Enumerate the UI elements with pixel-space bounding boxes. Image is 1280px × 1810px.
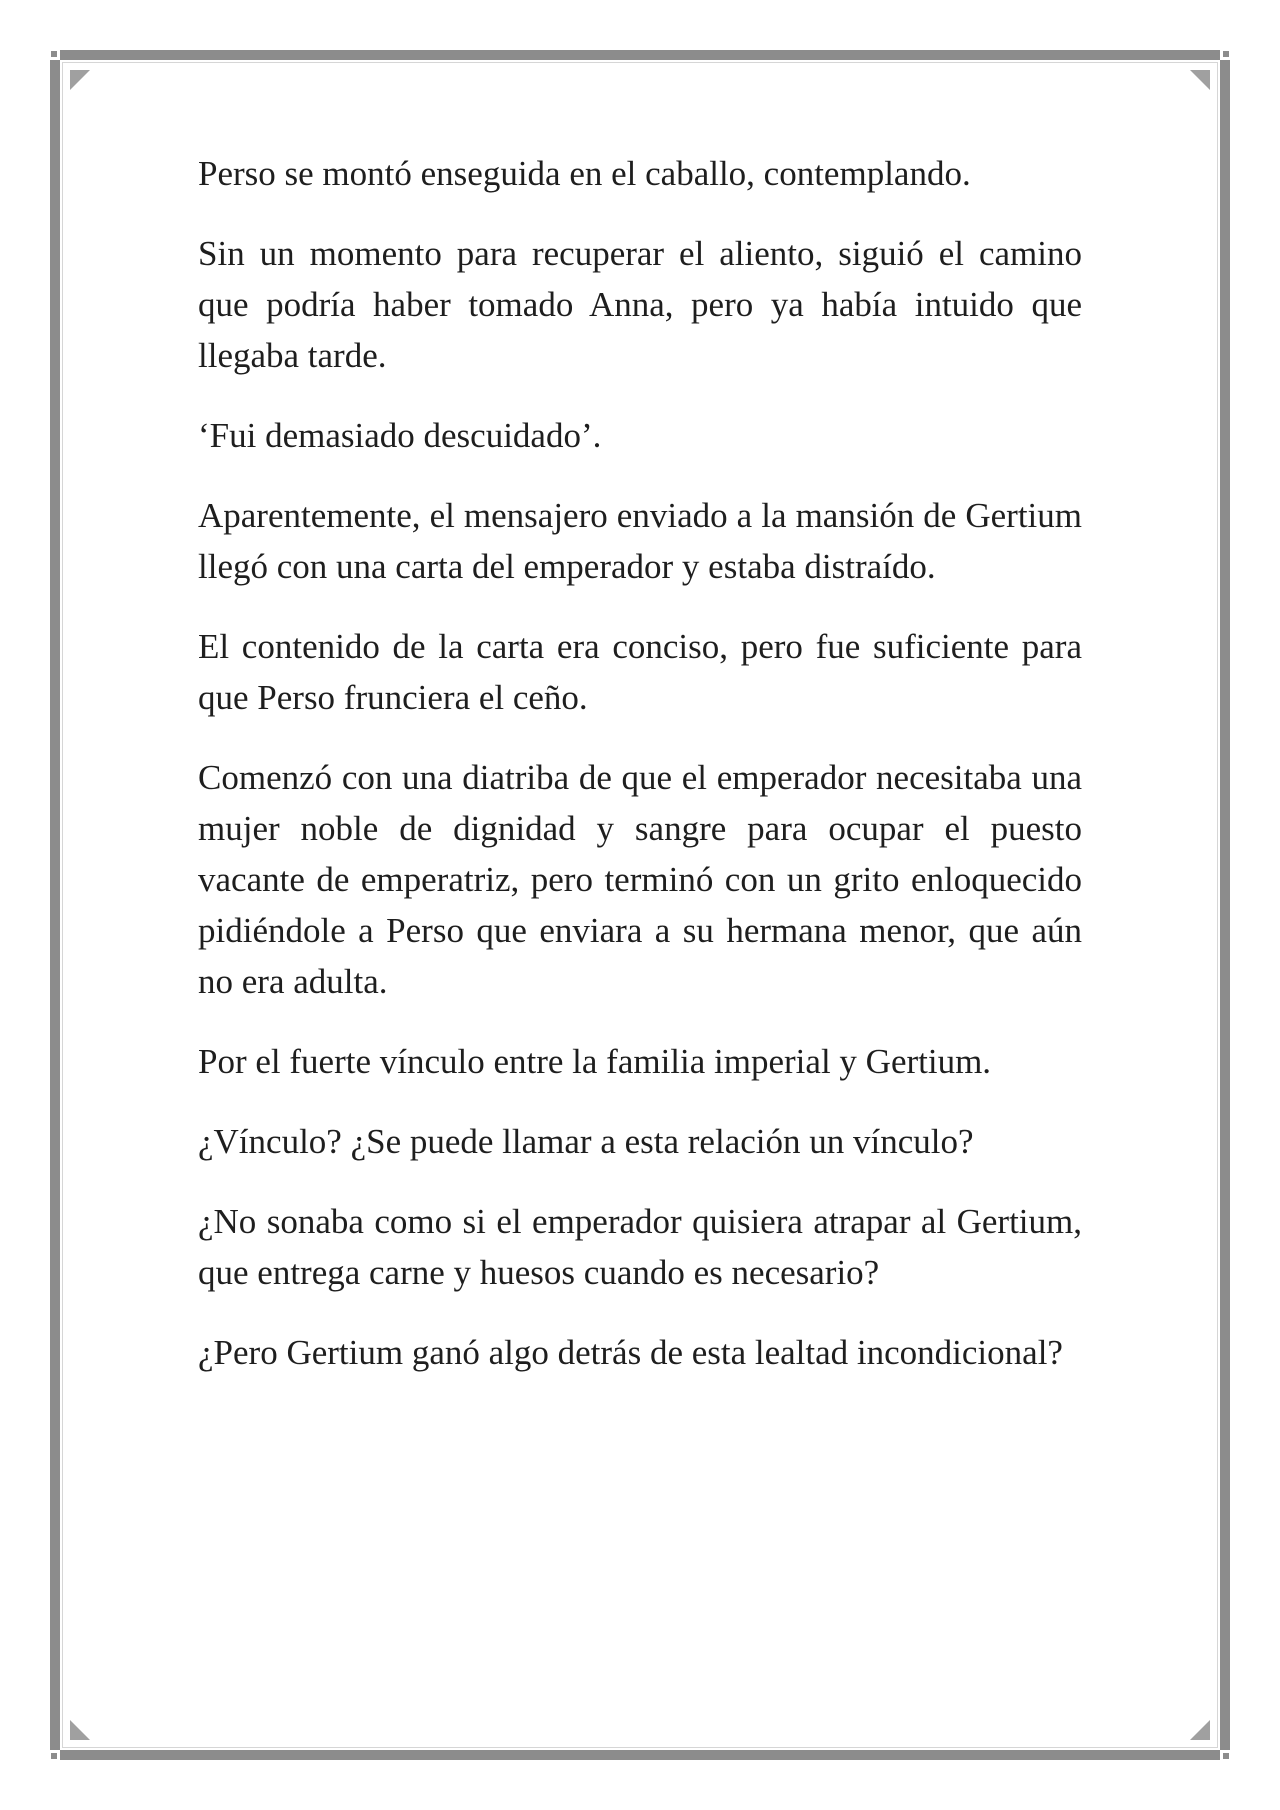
paragraph-1: Perso se montó enseguida en el caballo, contemplando. xyxy=(198,154,971,193)
corner-ornament-top-right xyxy=(1220,48,1232,60)
paragraph-4: Aparentemente, el mensajero enviado a la mansión de Gertium llegó con una carta del emperador y estaba distraído. xyxy=(198,496,1082,586)
corner-triangle-bottom-right xyxy=(1190,1720,1210,1740)
corner-ornament-bottom-left xyxy=(48,1750,60,1762)
paragraph-2: Sin un momento para recuperar el aliento, siguió el camino que podría haber tomado Anna, pero ya había intuido que llegaba tarde. xyxy=(198,234,1082,375)
paragraph-7: Por el fuerte vínculo entre la familia imperial y Gertium. xyxy=(198,1042,992,1081)
corner-triangle-top-right xyxy=(1190,70,1210,90)
paragraph-10: ¿Pero Gertium ganó algo detrás de esta lealtad incondicional? xyxy=(198,1333,1063,1372)
paragraph-9: ¿No sonaba como si el emperador quisiera atrapar al Gertium, que entrega carne y huesos cuando es necesario? xyxy=(198,1202,1082,1292)
corner-ornament-top-left xyxy=(48,48,60,60)
corner-triangle-top-left xyxy=(70,70,90,90)
paragraph-3: ‘Fui demasiado descuidado’. xyxy=(198,416,602,455)
page-text-body xyxy=(198,148,1082,1407)
corner-ornament-bottom-right xyxy=(1220,1750,1232,1762)
paragraph-5: El contenido de la carta era conciso, pero fue suficiente para que Perso frunciera el ceño. xyxy=(198,627,1082,717)
corner-triangle-bottom-left xyxy=(70,1720,90,1740)
paragraph-8: ¿Vínculo? ¿Se puede llamar a esta relación un vínculo? xyxy=(198,1122,974,1161)
paragraph-6: Comenzó con una diatriba de que el emperador necesitaba una mujer noble de dignidad y sangre para ocupar el puesto vacante de emperatriz, pero terminó con un grito enloquecido pidiéndole a Perso que enviara a su hermana menor, que aún no era adulta. xyxy=(198,758,1082,1001)
